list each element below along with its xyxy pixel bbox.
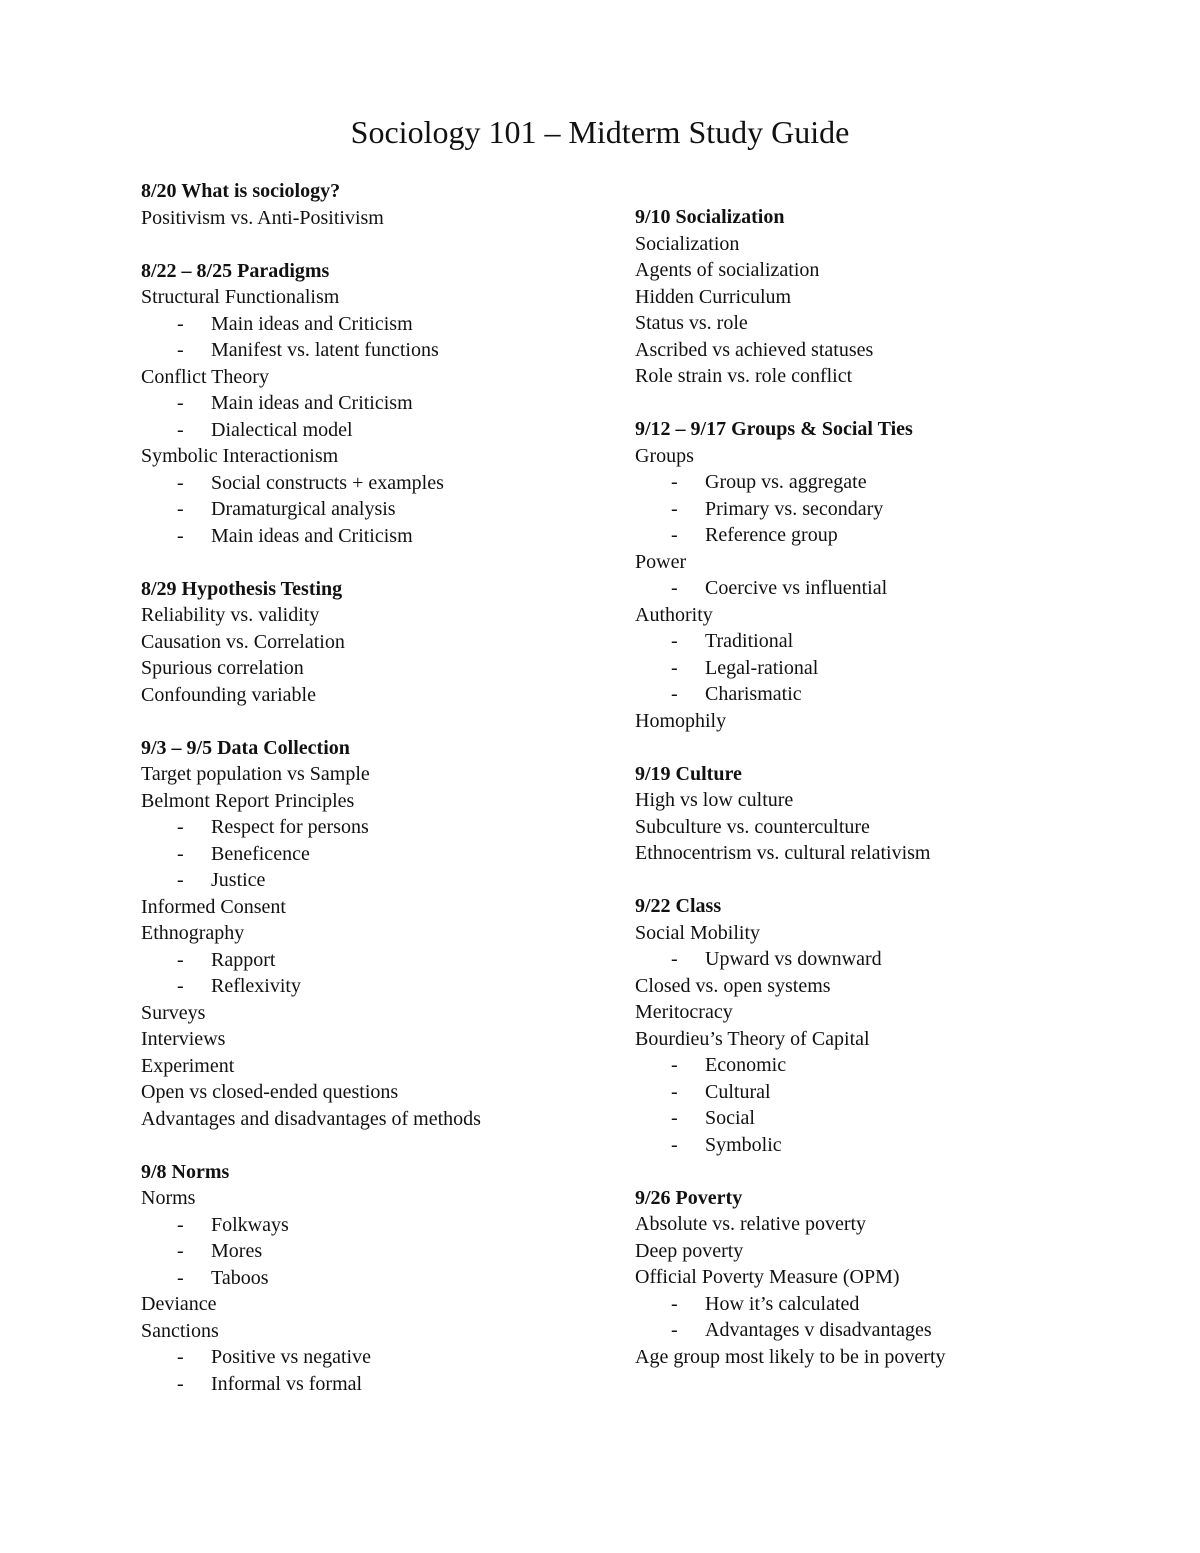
subtopic-item: - Main ideas and Criticism: [141, 390, 611, 417]
section-heading: 8/20 What is sociology?: [141, 180, 341, 202]
subtopic-item: - Group vs. aggregate: [635, 469, 1155, 496]
subtopic-item: - Social constructs + examples: [141, 470, 611, 497]
subtopic-item: - Dialectical model: [141, 417, 611, 444]
section-heading: 8/22 – 8/25 Paradigms: [141, 259, 330, 282]
topic-item: Bourdieu’s Theory of Capital: [635, 1027, 870, 1050]
subtopic-item: - Folkways: [141, 1212, 611, 1239]
subtopic-item: - Respect for persons: [141, 814, 611, 841]
subtopic-item: - Legal-rational: [635, 655, 1155, 682]
topic-item: Causation vs. Correlation: [141, 630, 345, 653]
topic-item: Authority: [635, 603, 713, 626]
section-heading: 9/3 – 9/5 Data Collection: [141, 736, 350, 759]
section-heading: 9/10 Socialization: [635, 206, 785, 228]
subtopic-item: - Main ideas and Criticism: [141, 311, 611, 338]
topic-item: Deep poverty: [635, 1239, 744, 1262]
subtopic-item: - Cultural: [635, 1079, 1155, 1106]
subtopic-item: - How it’s calculated: [635, 1291, 1155, 1318]
topic-item: Conflict Theory: [141, 365, 269, 388]
subtopic-item: - Positive vs negative: [141, 1344, 611, 1371]
study-section: [635, 416, 1155, 734]
topic-item: Groups: [635, 444, 694, 467]
topic-item: Open vs closed-ended questions: [141, 1081, 399, 1103]
subtopic-item: - Traditional: [635, 628, 1155, 655]
topic-item: Deviance: [141, 1293, 217, 1315]
study-section: [141, 576, 611, 709]
study-section: [635, 761, 1155, 867]
subtopic-item: - Reference group: [635, 522, 1155, 549]
topic-item: Meritocracy: [635, 1001, 733, 1023]
subtopic-item: - Beneficence: [141, 841, 611, 868]
topic-item: Official Poverty Measure (OPM): [635, 1266, 900, 1288]
section-heading: 9/8 Norms: [141, 1160, 230, 1183]
subtopic-item: - Advantages v disadvantages: [635, 1317, 1155, 1344]
subtopic-item: - Taboos: [141, 1265, 611, 1292]
topic-item: Confounding variable: [141, 683, 316, 706]
topic-item: Interviews: [141, 1028, 226, 1050]
topic-item: Status vs. role: [635, 312, 748, 334]
study-section: [635, 1185, 1155, 1371]
topic-item: Homophily: [635, 709, 727, 732]
subtopic-item: - Justice: [141, 867, 611, 894]
topic-item: Advantages and disadvantages of methods: [141, 1107, 481, 1130]
topic-item: Absolute vs. relative poverty: [635, 1213, 867, 1235]
section-heading: 9/26 Poverty: [635, 1186, 743, 1209]
subtopic-item: - Upward vs downward: [635, 946, 1155, 973]
topic-item: Structural Functionalism: [141, 286, 340, 308]
topic-item: Role strain vs. role conflict: [635, 365, 853, 387]
topic-item: Age group most likely to be in poverty: [635, 1345, 946, 1368]
topic-item: Social Mobility: [635, 921, 760, 944]
topic-item: Norms: [141, 1187, 196, 1209]
topic-item: Informed Consent: [141, 895, 286, 918]
section-heading: 9/22 Class: [635, 895, 722, 917]
subtopic-item: - Main ideas and Criticism: [141, 523, 611, 550]
topic-item: Socialization: [635, 232, 740, 255]
topic-item: Symbolic Interactionism: [141, 445, 339, 467]
page-title: Sociology 101 – Midterm Study Guide: [350, 114, 850, 150]
left-column: [141, 178, 611, 1424]
topic-item: Ascribed vs achieved statuses: [635, 338, 874, 361]
topic-item: Spurious correlation: [141, 657, 304, 679]
topic-item: Agents of socialization: [635, 259, 820, 281]
topic-item: Belmont Report Principles: [141, 789, 355, 812]
section-heading: 9/19 Culture: [635, 762, 742, 785]
topic-item: Reliability vs. validity: [141, 604, 320, 626]
topic-item: Subculture vs. counterculture: [635, 815, 870, 838]
topic-item: Closed vs. open systems: [635, 974, 831, 997]
section-heading: 9/12 – 9/17 Groups & Social Ties: [635, 418, 913, 440]
topic-item: Hidden Curriculum: [635, 285, 792, 308]
right-column: [635, 204, 1155, 1397]
subtopic-item: - Rapport: [141, 947, 611, 974]
topic-item: Sanctions: [141, 1319, 219, 1342]
topic-item: Positivism vs. Anti-Positivism: [141, 206, 384, 229]
study-section: [141, 1159, 611, 1398]
study-section: [635, 204, 1155, 390]
topic-item: Surveys: [141, 1001, 206, 1024]
subtopic-item: - Manifest vs. latent functions: [141, 337, 611, 364]
subtopic-item: - Informal vs formal: [141, 1371, 611, 1398]
study-section: [141, 258, 611, 550]
subtopic-item: - Dramaturgical analysis: [141, 496, 611, 523]
topic-item: High vs low culture: [635, 789, 794, 811]
subtopic-item: - Symbolic: [635, 1132, 1155, 1159]
topic-item: Power: [635, 550, 687, 573]
study-section: [141, 178, 611, 231]
subtopic-item: - Coercive vs influential: [635, 575, 1155, 602]
section-heading: 8/29 Hypothesis Testing: [141, 577, 343, 600]
topic-item: Experiment: [141, 1054, 235, 1077]
subtopic-item: - Social: [635, 1105, 1155, 1132]
topic-item: Ethnocentrism vs. cultural relativism: [635, 842, 931, 864]
subtopic-item: - Mores: [141, 1238, 611, 1265]
study-section: [141, 735, 611, 1133]
subtopic-item: - Primary vs. secondary: [635, 496, 1155, 523]
study-section: [635, 893, 1155, 1158]
subtopic-item: - Charismatic: [635, 681, 1155, 708]
topic-item: Ethnography: [141, 922, 245, 944]
subtopic-item: - Reflexivity: [141, 973, 611, 1000]
subtopic-item: - Economic: [635, 1052, 1155, 1079]
topic-item: Target population vs Sample: [141, 763, 370, 785]
